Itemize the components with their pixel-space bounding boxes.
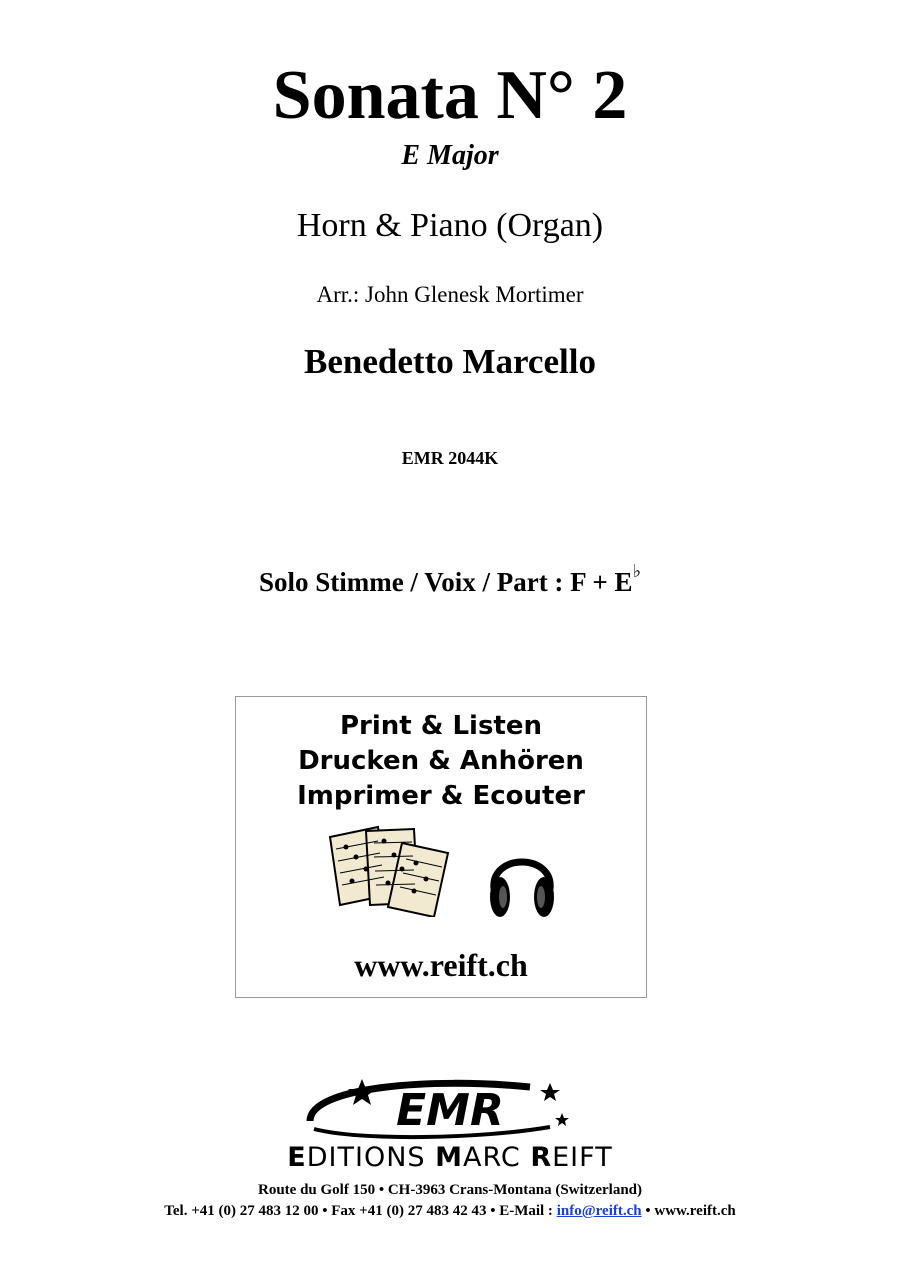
key-subtitle: E Major [401, 140, 499, 171]
logo-text: EMR [396, 1085, 504, 1136]
instrumentation: Horn & Piano (Organ) [296, 207, 604, 244]
catalog-code: EMR 2044K [401, 448, 499, 468]
sheet-music-icon [326, 825, 456, 917]
contact-website: • www.reift.ch [641, 1203, 736, 1219]
headphones-icon [486, 837, 558, 923]
part-text: Solo Stimme / Voix / Part : F + E [258, 567, 633, 597]
print-listen-box [235, 696, 647, 998]
email-link[interactable]: info@reift.ch [556, 1203, 642, 1219]
promo-line-french: Imprimer & Ecouter [297, 781, 585, 811]
flat-symbol: ♭ [632, 561, 642, 581]
contact-phone-fax: Tel. +41 (0) 27 483 12 00 • Fax +41 (0) 27 483 42 43 • E-Mail : [164, 1203, 557, 1219]
page-title: Sonata N° 2 [272, 57, 628, 134]
promo-url: www.reift.ch [354, 947, 528, 983]
publisher-address: Route du Golf 150 • CH-3963 Crans-Montana (Switzerland) [258, 1182, 642, 1198]
promo-line-german: Drucken & Anhören [298, 746, 584, 776]
publisher-name: EDITIONS MARC REIFT [287, 1142, 613, 1173]
arranger: Arr.: John Glenesk Mortimer [316, 282, 584, 307]
promo-line-english: Print & Listen [339, 711, 543, 741]
emr-logo [300, 1073, 580, 1143]
part-designation [0, 557, 900, 600]
publisher-contact [0, 1201, 900, 1221]
composer: Benedetto Marcello [304, 342, 596, 381]
